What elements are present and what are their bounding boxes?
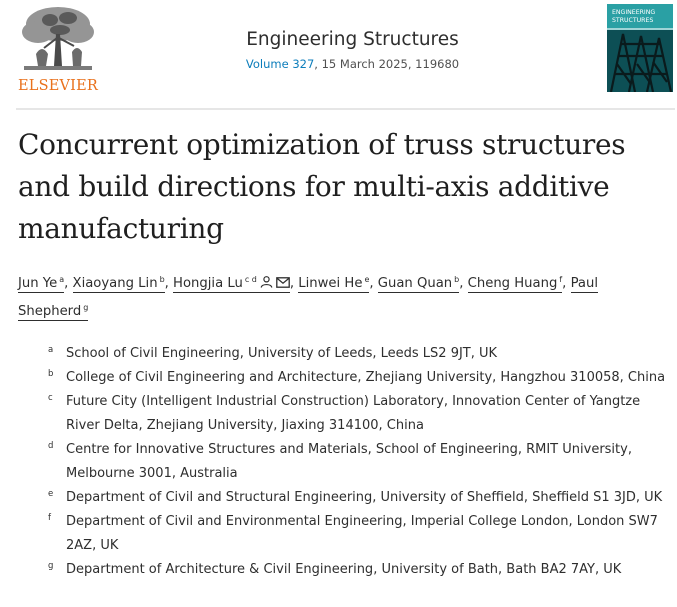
affiliation-item xyxy=(18,438,673,486)
affiliation-item xyxy=(18,486,673,510)
volume-link[interactable]: Volume 327 xyxy=(245,57,315,71)
affiliation-text: Centre for Innovative Structures and Materials, School of Engineering, RMIT University, Melbourne 3001, Australia xyxy=(66,442,632,481)
author-name: Jun Ye xyxy=(18,276,58,291)
affiliation-list xyxy=(18,342,673,582)
affiliation-item xyxy=(18,366,673,390)
author-affiliation-marker: f xyxy=(559,275,563,284)
author-affiliation-marker: b xyxy=(454,275,460,284)
journal-info xyxy=(110,28,595,74)
elsevier-tree-icon xyxy=(16,4,100,76)
affiliation-text: Department of Architecture & Civil Engineering, University of Bath, Bath BA2 7AY, UK xyxy=(66,562,622,577)
issue-details: , 15 March 2025, 119680 xyxy=(314,57,460,71)
affiliation-text: Future City (Intelligent Industrial Construction) Laboratory, Innovation Center of Yangtze River Delta, Zhejiang University, Jiaxing 314100, China xyxy=(66,394,641,433)
affiliation-item xyxy=(18,390,673,438)
affiliation-text: Department of Civil and Structural Engineering, University of Sheffield, Sheffield S1 3JD, UK xyxy=(66,490,663,505)
author-name: Hongjia Lu xyxy=(173,276,243,291)
author-affiliation-marker: b xyxy=(159,275,165,284)
author-separator: , xyxy=(459,276,464,291)
affiliation-label: c xyxy=(48,393,53,403)
affiliation-label: f xyxy=(48,513,51,523)
affiliation-label: g xyxy=(48,561,54,571)
issue-line xyxy=(110,54,595,74)
author-separator: , xyxy=(369,276,374,291)
affiliation-label: d xyxy=(48,441,54,451)
author-name: Cheng Huang xyxy=(467,276,558,291)
author-name: Guan Quan xyxy=(377,276,453,291)
author-name: Xiaoyang Lin xyxy=(72,276,158,291)
author-link[interactable] xyxy=(468,276,563,293)
cover-image xyxy=(607,4,673,92)
cover-title-line1: ENGINEERING xyxy=(612,9,656,16)
person-icon xyxy=(260,276,273,288)
affiliation-item xyxy=(18,510,673,558)
author-link[interactable] xyxy=(73,276,165,293)
affiliation-item xyxy=(18,342,673,366)
affiliation-item xyxy=(18,558,673,582)
author-separator: , xyxy=(164,276,169,291)
author-separator: , xyxy=(64,276,69,291)
author-link[interactable] xyxy=(378,276,459,293)
author-list xyxy=(18,268,668,324)
cover-title-line2: STRUCTURES xyxy=(612,17,654,24)
affiliation-label: a xyxy=(48,345,54,355)
author-name: Linwei He xyxy=(298,276,363,291)
author-separator: , xyxy=(562,276,567,291)
author-affiliation-marker: c d xyxy=(244,275,257,284)
affiliation-text: School of Civil Engineering, University of Leeds, Leeds LS2 9JT, UK xyxy=(66,346,498,361)
author-link[interactable] xyxy=(298,276,369,293)
header-divider xyxy=(16,108,675,110)
article-header xyxy=(0,0,677,104)
journal-cover-thumbnail[interactable] xyxy=(607,4,673,92)
publisher-name: ELSEVIER xyxy=(17,78,99,94)
affiliation-label: e xyxy=(48,489,54,499)
author-separator: , xyxy=(289,276,295,291)
affiliation-label: b xyxy=(48,369,54,379)
affiliation-text: Department of Civil and Environmental Engineering, Imperial College London, London SW7 2AZ, UK xyxy=(66,514,658,553)
article-title: Concurrent optimization of truss structures and build directions for multi-axis additive manufacturing xyxy=(18,128,626,245)
email-icon xyxy=(276,277,290,288)
author-affiliation-marker: e xyxy=(364,275,370,284)
affiliation-text: College of Civil Engineering and Architecture, Zhejiang University, Hangzhou 310058, China xyxy=(66,370,666,385)
journal-title[interactable]: Engineering Structures xyxy=(246,29,459,50)
author-link[interactable] xyxy=(18,276,64,293)
author-link[interactable] xyxy=(173,276,290,293)
elsevier-logo[interactable] xyxy=(16,4,100,96)
author-affiliation-marker: g xyxy=(83,303,89,312)
author-affiliation-marker: a xyxy=(59,275,65,284)
author-name: Paul Shepherd xyxy=(18,276,599,319)
